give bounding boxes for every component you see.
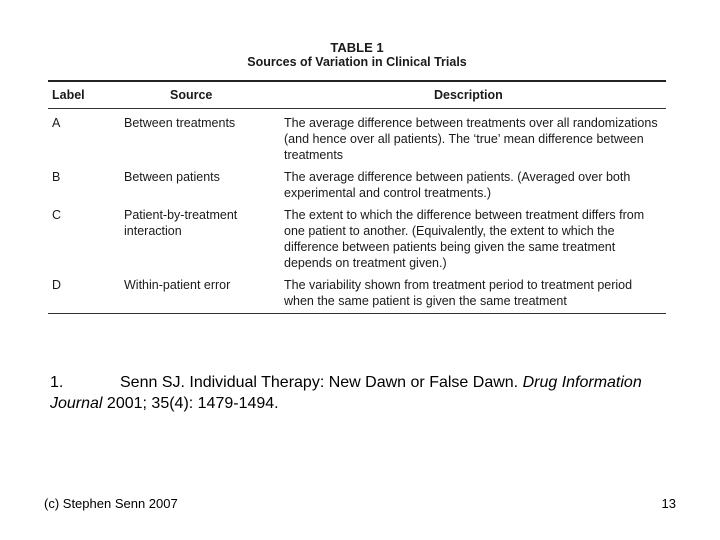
row-label: C — [52, 208, 62, 222]
row-source: Between treatments — [124, 116, 236, 130]
row-source: Between patients — [124, 170, 220, 184]
row-description: The average difference between treatments over all randomizations (and hence over all patients). The ‘true’ mean difference between treatments — [284, 116, 658, 162]
reference-details: 2001; 35(4): 1479-1494. — [102, 395, 279, 412]
row-description: The average difference between patients. (Averaged over both experimental and control treatments.) — [284, 170, 631, 200]
bottom-rule — [48, 313, 666, 314]
table-row — [48, 207, 666, 271]
table-row — [48, 277, 666, 309]
row-description: The extent to which the difference between treatment differs from one patient to another. (Equivalently, the extent to which the difference between patients being given the same treatment depends on treatment given.) — [284, 208, 645, 270]
header-description: Description — [434, 88, 503, 102]
reference-citation — [50, 372, 670, 414]
header-label: Label — [52, 88, 85, 102]
journal-name: Drug Information Journal — [50, 374, 642, 412]
row-label: D — [52, 278, 62, 292]
table-row — [48, 115, 666, 163]
header-source: Source — [170, 88, 213, 102]
table-row — [48, 169, 666, 201]
table-header-row — [48, 82, 666, 108]
reference-text: Senn SJ. Individual Therapy: New Dawn or False Dawn. — [120, 374, 523, 391]
row-source: Within-patient error — [124, 278, 231, 292]
row-description: The variability shown from treatment period to treatment period when the same patient is given the same treatment — [284, 278, 633, 308]
copyright-footer: (c) Stephen Senn 2007 — [44, 496, 178, 511]
table-body — [48, 115, 666, 309]
sources-of-variation-table — [48, 40, 666, 314]
header-rule — [48, 108, 666, 109]
page-number: 13 — [661, 496, 676, 511]
row-source: Patient-by-treatment interaction — [124, 208, 238, 238]
row-label: B — [52, 170, 61, 184]
row-label: A — [52, 116, 61, 130]
table-subtitle: Sources of Variation in Clinical Trials — [247, 55, 467, 69]
table-title: TABLE 1 — [330, 40, 384, 55]
reference-number: 1. — [50, 374, 64, 391]
